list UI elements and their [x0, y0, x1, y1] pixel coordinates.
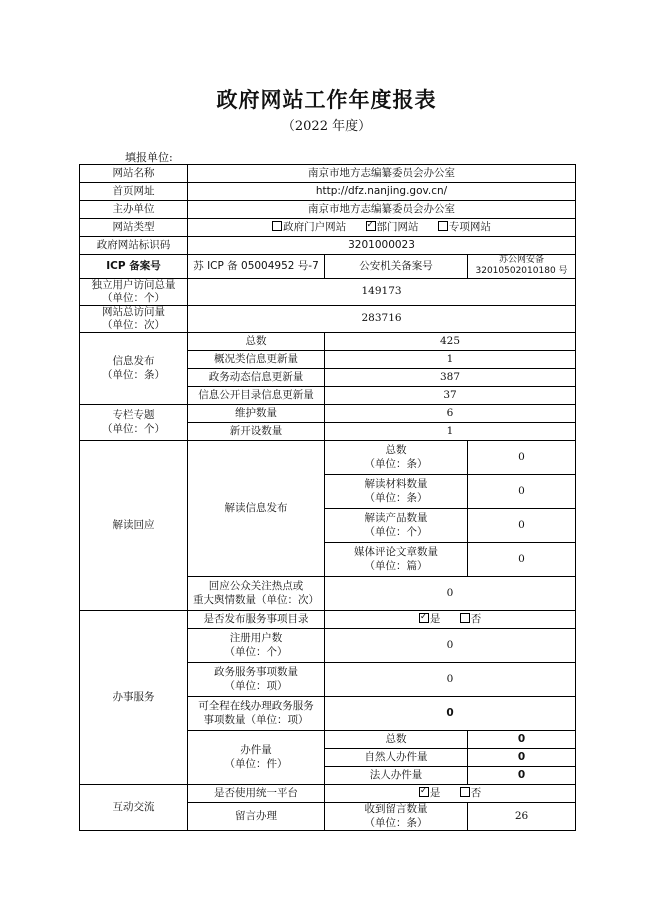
online-service-value: 0 — [325, 697, 576, 731]
report-table — [79, 164, 576, 831]
site-name-label: 网站名称 — [80, 165, 188, 183]
interaction-label: 互动交流 — [80, 785, 188, 831]
info-news-label: 政务动态信息更新量 — [188, 369, 325, 387]
columns-new-value: 1 — [325, 423, 576, 441]
interpretation-materials-label: 解读材料数量 （单位：条） — [325, 475, 468, 509]
interpretation-media-label: 媒体评论文章数量 （单位：篇） — [325, 543, 468, 577]
case-total-value: 0 — [468, 731, 576, 749]
service-items-value: 0 — [325, 663, 576, 697]
received-messages-label: 收到留言数量 （单位：条） — [325, 803, 468, 831]
columns-maintained-label: 维护数量 — [188, 405, 325, 423]
unique-visitors-label: 独立用户访问总量 （单位：个） — [80, 278, 188, 305]
interpretation-media-value: 0 — [468, 543, 576, 577]
checked-checkbox-icon — [366, 221, 376, 231]
info-total-label: 总数 — [188, 333, 325, 351]
homepage-label: 首页网址 — [80, 183, 188, 201]
unified-platform-options — [325, 785, 576, 803]
interpretation-products-value: 0 — [468, 509, 576, 543]
host-label: 主办单位 — [80, 201, 188, 219]
info-catalog-value: 37 — [325, 387, 576, 405]
checkbox-icon — [460, 787, 470, 797]
platform-no-option: 否 — [460, 787, 482, 799]
case-person-value: 0 — [468, 749, 576, 767]
unified-platform-label: 是否使用统一平台 — [188, 785, 325, 803]
info-overview-label: 概况类信息更新量 — [188, 351, 325, 369]
site-type-option: 专项网站 — [438, 221, 491, 233]
columns-maintained-value: 6 — [325, 405, 576, 423]
checked-checkbox-icon — [419, 787, 429, 797]
site-type-label: 网站类型 — [80, 219, 188, 237]
received-messages-value: 26 — [468, 803, 576, 831]
info-overview-value: 1 — [325, 351, 576, 369]
info-catalog-label: 信息公开目录信息更新量 — [188, 387, 325, 405]
info-publish-label: 信息发布 （单位：条） — [80, 333, 188, 405]
hotspot-response-label: 回应公众关注热点或 重大舆情数量（单位：次） — [188, 577, 325, 611]
interpretation-materials-value: 0 — [468, 475, 576, 509]
report-year: （2022 年度） — [281, 119, 372, 134]
report-title: 政府网站工作年度报表 — [216, 87, 437, 112]
services-label: 办事服务 — [80, 611, 188, 785]
site-type-option: ✓ 部门网站 — [366, 221, 419, 233]
icp-label: ICP 备案号 — [80, 255, 188, 279]
host-value: 南京市地方志编纂委员会办公室 — [188, 201, 576, 219]
case-legal-label: 法人办件量 — [325, 767, 468, 785]
columns-label: 专栏专题 （单位：个） — [80, 405, 188, 441]
hotspot-response-value: 0 — [325, 577, 576, 611]
info-total-value: 425 — [325, 333, 576, 351]
catalog-yes-option: ✓ 是 — [419, 613, 441, 625]
service-items-label: 政务服务事项数量 （单位：项） — [188, 663, 325, 697]
service-catalog-options — [325, 611, 576, 629]
interpretation-total-value: 0 — [468, 441, 576, 475]
site-id-value: 3201000023 — [188, 237, 576, 255]
police-record-value: 苏公网安备 32010502010180 号 — [468, 255, 576, 279]
registered-users-value: 0 — [325, 629, 576, 663]
case-volume-label: 办件量 （单位：件） — [188, 731, 325, 785]
site-name-value: 南京市地方志编纂委员会办公室 — [188, 165, 576, 183]
platform-yes-option: ✓ 是 — [419, 787, 441, 799]
unique-visitors-value: 149173 — [188, 278, 576, 305]
checked-checkbox-icon — [419, 613, 429, 623]
interpretation-label: 解读回应 — [80, 441, 188, 611]
service-catalog-label: 是否发布服务事项目录 — [188, 611, 325, 629]
checkbox-icon — [272, 221, 282, 231]
case-total-label: 总数 — [325, 731, 468, 749]
site-type-options — [188, 219, 576, 237]
case-person-label: 自然人办件量 — [325, 749, 468, 767]
columns-new-label: 新开设数量 — [188, 423, 325, 441]
interpretation-publish-label: 解读信息发布 — [188, 441, 325, 577]
case-legal-value: 0 — [468, 767, 576, 785]
interpretation-products-label: 解读产品数量 （单位：个） — [325, 509, 468, 543]
catalog-no-option: 否 — [460, 613, 482, 625]
filler-unit-label: 填报单位: — [125, 151, 173, 164]
checkbox-icon — [460, 613, 470, 623]
site-id-label: 政府网站标识码 — [80, 237, 188, 255]
icp-value: 苏 ICP 备 05004952 号-7 — [188, 255, 325, 279]
police-record-label: 公安机关备案号 — [325, 255, 468, 279]
registered-users-label: 注册用户数 （单位：个） — [188, 629, 325, 663]
site-type-option: 政府门户网站 — [272, 221, 346, 233]
checkbox-icon — [438, 221, 448, 231]
homepage-value: http://dfz.nanjing.gov.cn/ — [188, 183, 576, 201]
page-views-value: 283716 — [188, 305, 576, 332]
info-news-value: 387 — [325, 369, 576, 387]
page-views-label: 网站总访问量 （单位：次） — [80, 305, 188, 332]
message-handling-label: 留言办理 — [188, 803, 325, 831]
online-service-label: 可全程在线办理政务服务 事项数量（单位：项） — [188, 697, 325, 731]
interpretation-total-label: 总数 （单位：条） — [325, 441, 468, 475]
